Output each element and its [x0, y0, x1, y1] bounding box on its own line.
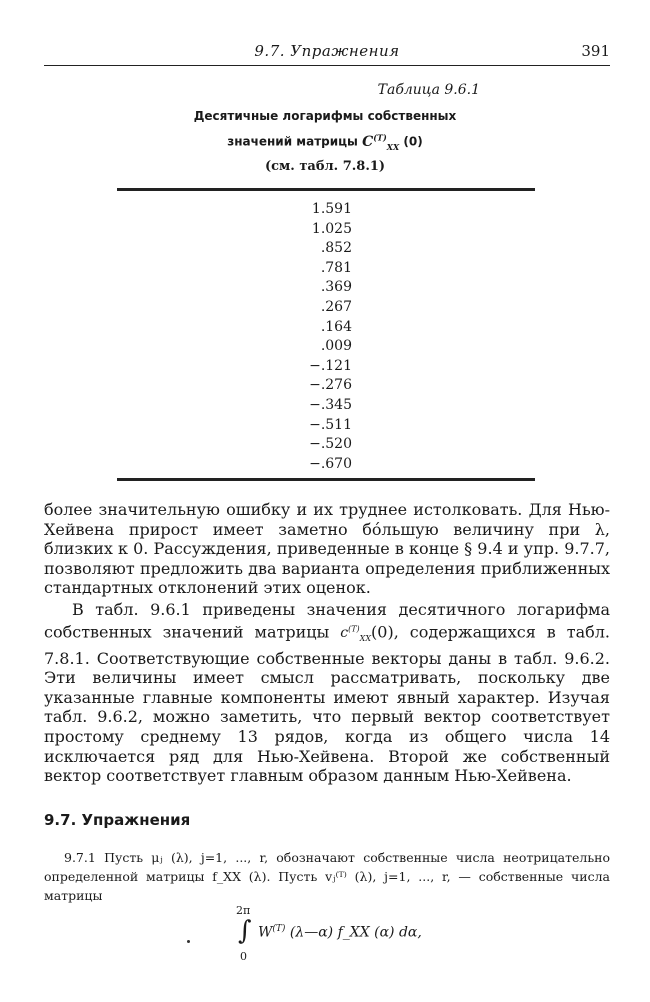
matrix-symbol-inline: $c^{(T)}_{XX}$ [340, 624, 372, 644]
table-value-row: −.121 [309, 357, 352, 374]
table-value-row: −.520 [309, 436, 352, 453]
integral-lower-limit: 0 [240, 950, 247, 963]
matrix-symbol: $C^{(T)}_{XX}$ [362, 132, 400, 152]
table-caption-line1: Десятичные логарифмы собственных [193, 109, 457, 123]
table-value-row: .009 [320, 338, 352, 355]
table-bottom-rule [117, 478, 535, 481]
table-top-rule [117, 188, 535, 191]
exercise-9-7-1 [44, 848, 610, 905]
table-value-row: −.670 [309, 455, 352, 472]
caption-line2-prefix: значений матрицы [227, 134, 358, 149]
integral-sign-icon: ∫ [238, 916, 252, 946]
table-value-row: 1.591 [311, 201, 352, 217]
table-value-row: .852 [320, 240, 352, 257]
table-value-row: −.276 [309, 377, 352, 394]
table-value-row: −.511 [309, 416, 352, 433]
table-value-row: .369 [320, 279, 352, 296]
page-number: 391 [581, 42, 610, 60]
stray-dot [187, 940, 190, 943]
table-caption-line2 [130, 132, 520, 151]
section-heading: 9.7. Упражнения [44, 811, 191, 829]
integral-formula [228, 904, 488, 974]
exercise-text: Пусть μⱼ (λ), j=1, ..., r, обозначают собственные числа неотрицательно определенной матрицы f_XX (λ). Пусть vⱼ⁽ᵀ⁾ (λ), j=1, ..., r, — собственные числа матрицы [44, 850, 610, 903]
running-title: 9.7. Упражнения [254, 42, 400, 60]
exercise-number: 9.7.1 [64, 850, 96, 865]
paragraph-2-part2: (0), содержащихся в табл. 7.8.1. Соответствующие собственные векторы даны в табл. 9.6.2. Эти величины имеет смысл рассматривать, поскольку две указанные главные компоненты имеют явный характер. Изучая табл. 9.6.2, можно заметить, что первый вектор соответствует простому среднему 13 рядов, когда из общего числа 14 исключается ряд для Нью-Хейвена. Второй же собственный вектор соответствует главным образом данным Нью-Хейвена. [44, 622, 610, 786]
integral-upper-limit: 2π [236, 904, 251, 917]
paragraph-1: более значительную ошибку и их труднее истолковать. Для Нью-Хейвена прирост имеет заметно бóльшую величину при λ, близких к 0. Рассуждения, приведенные в конце § 9.4 и упр. 9.7.7, позволяют предложить два варианта определения приближенных стандартных отклонений этих оценок. [44, 500, 610, 598]
header-rule [44, 65, 610, 66]
table-value-row: −.345 [309, 396, 352, 413]
running-head [44, 42, 610, 64]
paragraph-2 [44, 600, 610, 786]
table-values [260, 200, 352, 474]
table-caption-line3: (см. табл. 7.8.1) [264, 159, 386, 174]
table-value-row: .781 [320, 259, 352, 276]
table-value-row: .267 [320, 298, 352, 315]
integral-expression: $W^{(T)}$ (λ—α) f_XX (α) dα, [258, 924, 422, 941]
table-label: Таблица 9.6.1 [377, 82, 480, 98]
integral-expression-text: (λ—α) f_XX (α) dα, [289, 924, 422, 941]
paragraph-2-part1: В табл. 9.6.1 приведены значения десятичного логарифма собственных значений матрицы [44, 600, 610, 642]
table-value-row: .164 [320, 318, 352, 335]
table-value-row: 1.025 [311, 220, 352, 237]
caption-line2-suffix: (0) [403, 134, 423, 149]
